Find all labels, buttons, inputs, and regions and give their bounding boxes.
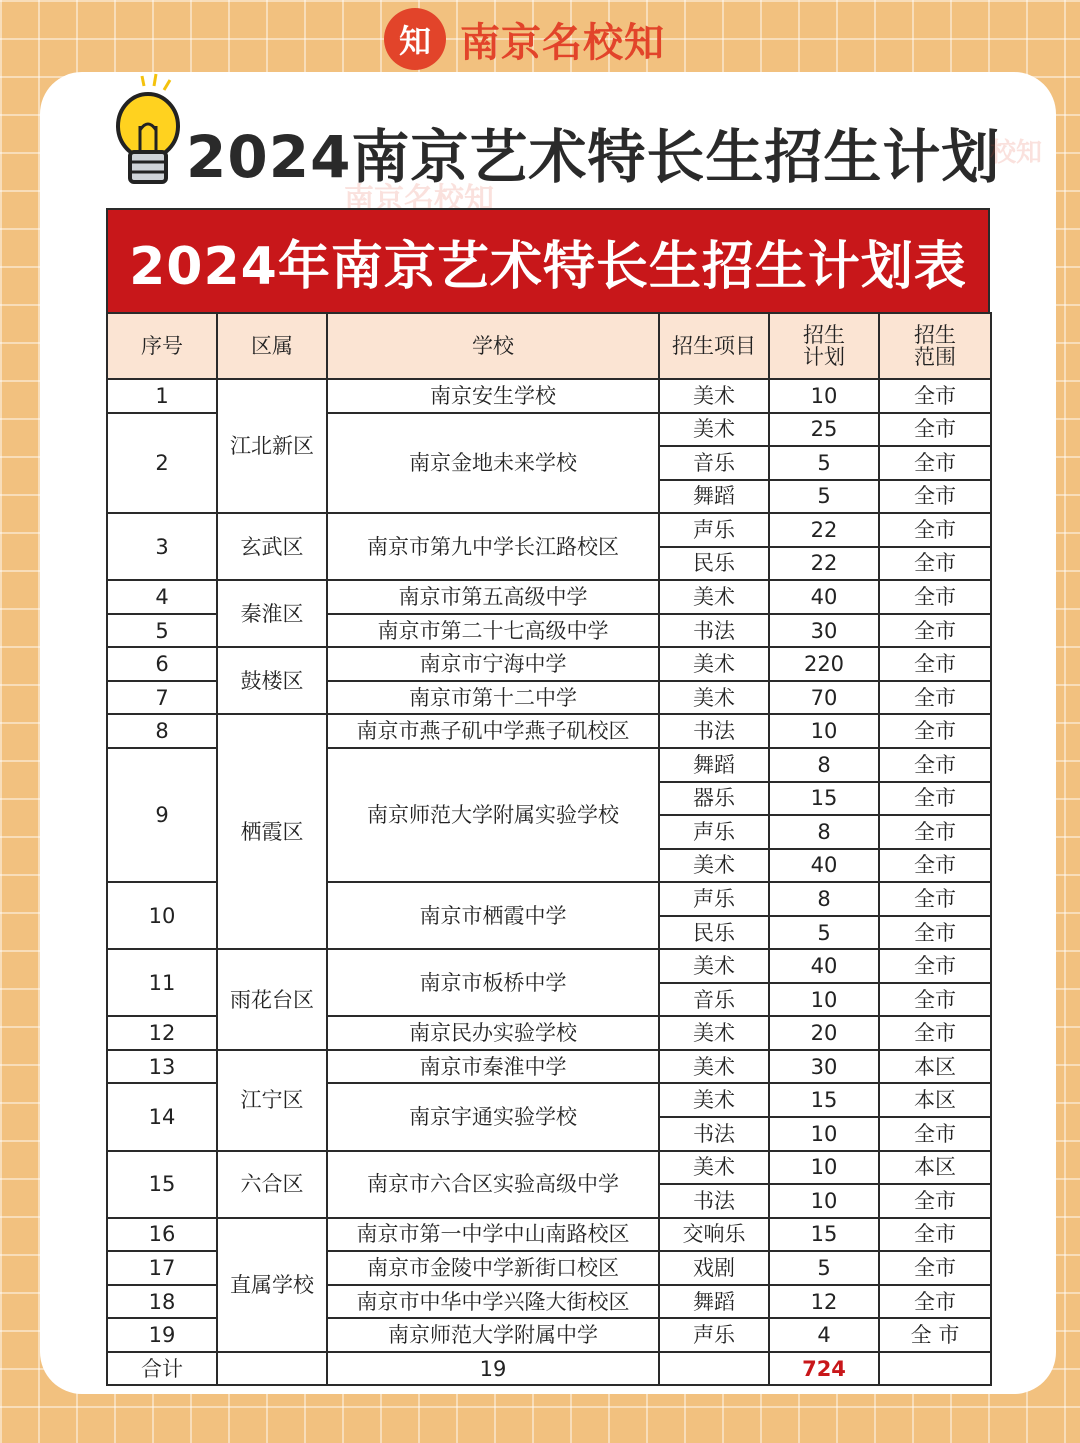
row-number: 18 xyxy=(107,1285,217,1319)
scope-cell: 全市 xyxy=(879,379,991,413)
row-number: 8 xyxy=(107,714,217,748)
project-cell: 美术 xyxy=(659,1151,769,1185)
scope-cell: 全市 xyxy=(879,882,991,916)
row-number: 1 xyxy=(107,379,217,413)
scope-cell: 本区 xyxy=(879,1151,991,1185)
plan-cell: 5 xyxy=(769,480,879,514)
header-scope-top: 招生 xyxy=(914,322,956,347)
district-cell: 秦淮区 xyxy=(217,580,327,647)
school-cell: 南京市栖霞中学 xyxy=(327,882,659,949)
row-number: 19 xyxy=(107,1318,217,1352)
header-plan xyxy=(769,313,879,379)
row-number: 14 xyxy=(107,1083,217,1150)
project-cell: 美术 xyxy=(659,413,769,447)
scope-cell: 全市 xyxy=(879,1184,991,1218)
total-row xyxy=(107,1352,991,1386)
scope-cell: 全市 xyxy=(879,983,991,1017)
district-cell: 栖霞区 xyxy=(217,714,327,949)
project-cell: 声乐 xyxy=(659,1318,769,1352)
district-cell: 玄武区 xyxy=(217,513,327,580)
project-cell: 器乐 xyxy=(659,782,769,816)
school-cell: 南京宇通实验学校 xyxy=(327,1083,659,1150)
project-cell: 书法 xyxy=(659,614,769,648)
district-cell: 六合区 xyxy=(217,1151,327,1218)
plan-cell: 5 xyxy=(769,916,879,950)
project-cell: 音乐 xyxy=(659,983,769,1017)
plan-cell: 10 xyxy=(769,1117,879,1151)
scope-cell: 全市 xyxy=(879,513,991,547)
table-header-row xyxy=(107,313,991,379)
project-cell: 戏剧 xyxy=(659,1251,769,1285)
table-body xyxy=(107,379,991,1352)
row-number: 3 xyxy=(107,513,217,580)
scope-cell: 全市 xyxy=(879,916,991,950)
total-plan: 724 xyxy=(769,1352,879,1386)
project-cell: 舞蹈 xyxy=(659,480,769,514)
scope-cell: 全 市 xyxy=(879,1318,991,1352)
plan-cell: 5 xyxy=(769,446,879,480)
header-plan-bottom: 计划 xyxy=(803,345,845,369)
project-cell: 舞蹈 xyxy=(659,748,769,782)
row-number: 12 xyxy=(107,1016,217,1050)
total-project-empty xyxy=(659,1352,769,1386)
scope-cell: 全市 xyxy=(879,413,991,447)
header-plan-top: 招生 xyxy=(803,322,845,347)
table-row xyxy=(107,1050,991,1084)
plan-cell: 5 xyxy=(769,1251,879,1285)
scope-cell: 全市 xyxy=(879,815,991,849)
scope-cell: 全市 xyxy=(879,614,991,648)
plan-cell: 22 xyxy=(769,547,879,581)
scope-cell: 全市 xyxy=(879,748,991,782)
brand-name: 南京名校知 xyxy=(460,19,665,66)
header-school: 学校 xyxy=(327,313,659,379)
total-label: 合计 xyxy=(107,1352,217,1386)
school-cell: 南京市第一中学中山南路校区 xyxy=(327,1218,659,1252)
row-number: 11 xyxy=(107,949,217,1016)
scope-cell: 全市 xyxy=(879,647,991,681)
scope-cell: 全市 xyxy=(879,681,991,715)
project-cell: 美术 xyxy=(659,1050,769,1084)
plan-cell: 4 xyxy=(769,1318,879,1352)
scope-cell: 全市 xyxy=(879,580,991,614)
plan-cell: 40 xyxy=(769,949,879,983)
table-row xyxy=(107,714,991,748)
row-number: 17 xyxy=(107,1251,217,1285)
plan-cell: 30 xyxy=(769,614,879,648)
scope-cell: 本区 xyxy=(879,1083,991,1117)
row-number: 9 xyxy=(107,748,217,882)
school-cell: 南京市中华中学兴隆大街校区 xyxy=(327,1285,659,1319)
row-number: 16 xyxy=(107,1218,217,1252)
table-row xyxy=(107,580,991,614)
scope-cell: 全市 xyxy=(879,782,991,816)
header-project: 招生项目 xyxy=(659,313,769,379)
project-cell: 书法 xyxy=(659,1117,769,1151)
plan-cell: 8 xyxy=(769,748,879,782)
plan-cell: 40 xyxy=(769,849,879,883)
school-cell: 南京市六合区实验高级中学 xyxy=(327,1151,659,1218)
school-cell: 南京市秦淮中学 xyxy=(327,1050,659,1084)
project-cell: 美术 xyxy=(659,949,769,983)
scope-cell: 全市 xyxy=(879,480,991,514)
plan-cell: 15 xyxy=(769,1218,879,1252)
row-number: 10 xyxy=(107,882,217,949)
table-row xyxy=(107,949,991,983)
enrollment-table xyxy=(106,208,990,1386)
school-cell: 南京市金陵中学新街口校区 xyxy=(327,1251,659,1285)
district-cell: 江宁区 xyxy=(217,1050,327,1151)
scope-cell: 全市 xyxy=(879,547,991,581)
school-cell: 南京安生学校 xyxy=(327,379,659,413)
total-district-empty xyxy=(217,1352,327,1386)
row-number: 2 xyxy=(107,413,217,514)
plan-cell: 15 xyxy=(769,1083,879,1117)
school-cell: 南京市第九中学长江路校区 xyxy=(327,513,659,580)
header-scope-bottom: 范围 xyxy=(914,345,956,369)
project-cell: 美术 xyxy=(659,1083,769,1117)
project-cell: 美术 xyxy=(659,1016,769,1050)
row-number: 15 xyxy=(107,1151,217,1218)
school-cell: 南京市第五高级中学 xyxy=(327,580,659,614)
school-cell: 南京市第十二中学 xyxy=(327,681,659,715)
scope-cell: 全市 xyxy=(879,1251,991,1285)
header-district: 区属 xyxy=(217,313,327,379)
district-cell: 江北新区 xyxy=(217,379,327,513)
brand-logo: 知 xyxy=(384,8,446,70)
table-row xyxy=(107,1218,991,1252)
project-cell: 交响乐 xyxy=(659,1218,769,1252)
row-number: 5 xyxy=(107,614,217,648)
scope-cell: 全市 xyxy=(879,1016,991,1050)
project-cell: 美术 xyxy=(659,647,769,681)
scope-cell: 全市 xyxy=(879,949,991,983)
row-number: 4 xyxy=(107,580,217,614)
plan-cell: 25 xyxy=(769,413,879,447)
project-cell: 美术 xyxy=(659,580,769,614)
plan-cell: 8 xyxy=(769,815,879,849)
scope-cell: 全市 xyxy=(879,1117,991,1151)
plan-cell: 12 xyxy=(769,1285,879,1319)
header-scope xyxy=(879,313,991,379)
scope-cell: 全市 xyxy=(879,714,991,748)
plan-cell: 8 xyxy=(769,882,879,916)
school-cell: 南京市燕子矶中学燕子矶校区 xyxy=(327,714,659,748)
district-cell: 直属学校 xyxy=(217,1218,327,1352)
plan-cell: 20 xyxy=(769,1016,879,1050)
total-scope-empty xyxy=(879,1352,991,1386)
plan-cell: 15 xyxy=(769,782,879,816)
school-cell: 南京师范大学附属实验学校 xyxy=(327,748,659,882)
project-cell: 民乐 xyxy=(659,916,769,950)
plan-cell: 10 xyxy=(769,983,879,1017)
project-cell: 书法 xyxy=(659,1184,769,1218)
brand-header xyxy=(384,8,665,70)
page-title: 2024南京艺术特长生招生计划 xyxy=(186,123,1001,191)
total-schools: 19 xyxy=(327,1352,659,1386)
plan-cell: 10 xyxy=(769,379,879,413)
project-cell: 书法 xyxy=(659,714,769,748)
project-cell: 声乐 xyxy=(659,882,769,916)
row-number: 13 xyxy=(107,1050,217,1084)
table-title: 2024年南京艺术特长生招生计划表 xyxy=(106,208,990,312)
school-cell: 南京市第二十七高级中学 xyxy=(327,614,659,648)
row-number: 7 xyxy=(107,681,217,715)
scope-cell: 全市 xyxy=(879,1285,991,1319)
plan-cell: 10 xyxy=(769,1184,879,1218)
plan-cell: 220 xyxy=(769,647,879,681)
plan-cell: 70 xyxy=(769,681,879,715)
table-row xyxy=(107,379,991,413)
table-row xyxy=(107,647,991,681)
project-cell: 声乐 xyxy=(659,815,769,849)
row-number: 6 xyxy=(107,647,217,681)
plan-cell: 40 xyxy=(769,580,879,614)
lightbulb-icon xyxy=(112,72,184,188)
project-cell: 美术 xyxy=(659,681,769,715)
school-cell: 南京市宁海中学 xyxy=(327,647,659,681)
plan-cell: 30 xyxy=(769,1050,879,1084)
project-cell: 美术 xyxy=(659,379,769,413)
project-cell: 声乐 xyxy=(659,513,769,547)
district-cell: 鼓楼区 xyxy=(217,647,327,714)
scope-cell: 全市 xyxy=(879,1218,991,1252)
school-cell: 南京金地未来学校 xyxy=(327,413,659,514)
scope-cell: 全市 xyxy=(879,446,991,480)
plan-cell: 22 xyxy=(769,513,879,547)
school-cell: 南京市板桥中学 xyxy=(327,949,659,1016)
project-cell: 音乐 xyxy=(659,446,769,480)
plan-cell: 10 xyxy=(769,1151,879,1185)
project-cell: 舞蹈 xyxy=(659,1285,769,1319)
header-no: 序号 xyxy=(107,313,217,379)
plan-cell: 10 xyxy=(769,714,879,748)
district-cell: 雨花台区 xyxy=(217,949,327,1050)
school-cell: 南京民办实验学校 xyxy=(327,1016,659,1050)
school-cell: 南京师范大学附属中学 xyxy=(327,1318,659,1352)
table-row xyxy=(107,513,991,547)
project-cell: 民乐 xyxy=(659,547,769,581)
project-cell: 美术 xyxy=(659,849,769,883)
table-row xyxy=(107,1151,991,1185)
scope-cell: 全市 xyxy=(879,849,991,883)
scope-cell: 本区 xyxy=(879,1050,991,1084)
